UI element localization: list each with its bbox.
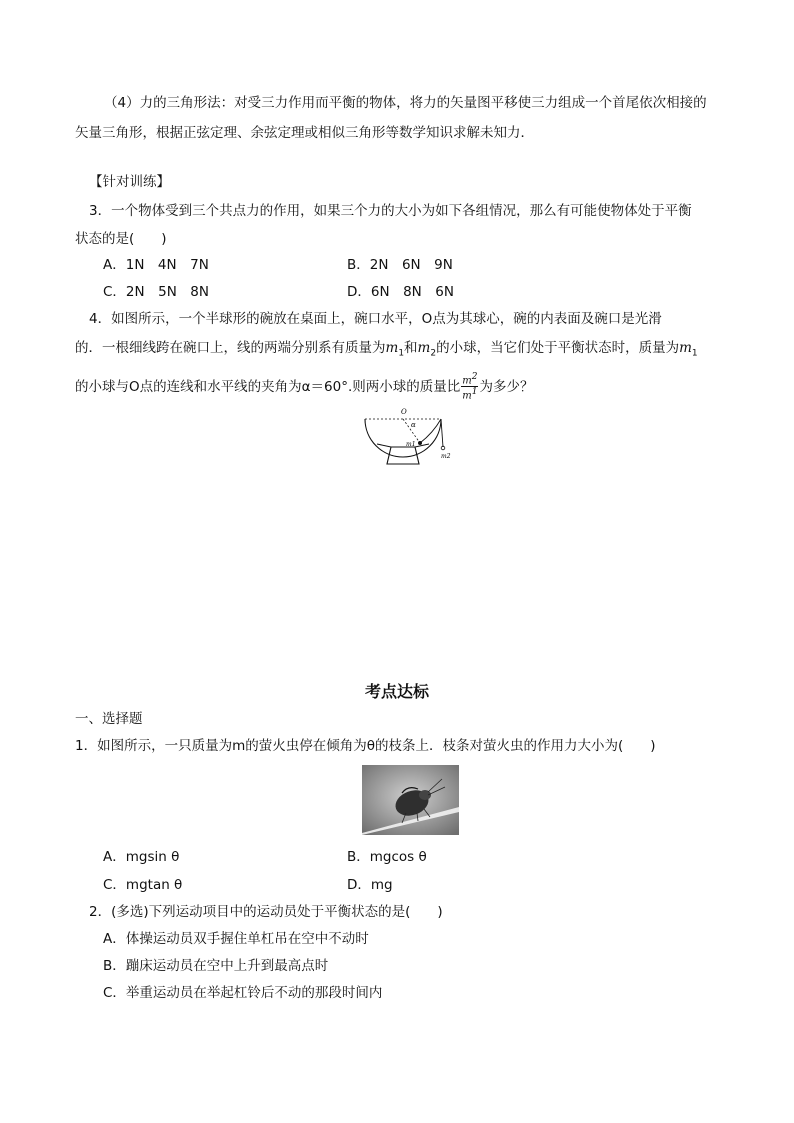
mass-ratio-fraction: $\frac{m^2}{m^1}$ (462, 372, 478, 402)
q4-stem-line-2: 的．一根细线跨在碗口上，线的两端分别系有质量为$m_1$和$m_2$的小球，当它们处于平衡状态时，质量为$m_1$ (75, 340, 698, 359)
p2-option-b: B．蹦床运动员在空中上升到最高点时 (103, 958, 329, 974)
fig-label-m1: m1 (406, 441, 416, 448)
fig-label-alpha: α (411, 421, 416, 429)
p2-stem: 2．(多选)下列运动项目中的运动员处于平衡状态的是( ) (89, 904, 443, 920)
p1-option-b: B．mgcos θ (347, 849, 427, 865)
q3-option-a: A．1N 4N 7N (103, 257, 209, 273)
q3-stem-line-1: 3．一个物体受到三个共点力的作用，如果三个力的大小为如下各组情况，那么有可能使物体处于平衡 (89, 203, 692, 219)
fig-label-m2: m2 (441, 453, 451, 460)
p1-option-d: D．mg (347, 877, 393, 893)
q3-option-b: B．2N 6N 9N (347, 257, 453, 273)
firefly-photo (362, 765, 459, 835)
q4-stem-line-3: 的小球与O点的连线和水平线的夹角为α＝60°.则两小球的质量比 $\frac{m^2}{m^1}$ 为多少？ (75, 372, 534, 402)
q3-option-d: D．6N 8N 6N (347, 284, 454, 300)
p2-option-c: C．举重运动员在举起杠铃后不动的那段时间内 (103, 985, 383, 1001)
p1-option-c: C．mgtan θ (103, 877, 183, 893)
q3-option-c: C．2N 5N 8N (103, 284, 209, 300)
triangle-method-line-2: 矢量三角形，根据正弦定理、余弦定理或相似三角形等数学知识求解未知力． (75, 125, 534, 141)
section-title: 考点达标 (364, 682, 429, 701)
p1-option-a: A．mgsin θ (103, 849, 180, 865)
bowl-diagram (361, 403, 453, 467)
triangle-method-line-1: （4）力的三角形法：对受三力作用而平衡的物体，将力的矢量图平移使三力组成一个首尾依次相接的 (104, 95, 707, 111)
fig-label-o: O (401, 408, 407, 416)
p1-stem: 1．如图所示，一只质量为m的萤火虫停在倾角为θ的枝条上．枝条对萤火虫的作用力大小为( ) (75, 738, 656, 754)
q3-stem-line-2: 状态的是( ) (75, 231, 167, 247)
p2-option-a: A．体操运动员双手握住单杠吊在空中不动时 (103, 931, 369, 947)
q4-stem-line-1: 4．如图所示，一个半球形的碗放在桌面上，碗口水平，O点为其球心，碗的内表面及碗口是光滑 (89, 311, 662, 327)
section-subtitle: 一、选择题 (75, 711, 143, 727)
practice-heading: 【针对训练】 (89, 174, 170, 190)
